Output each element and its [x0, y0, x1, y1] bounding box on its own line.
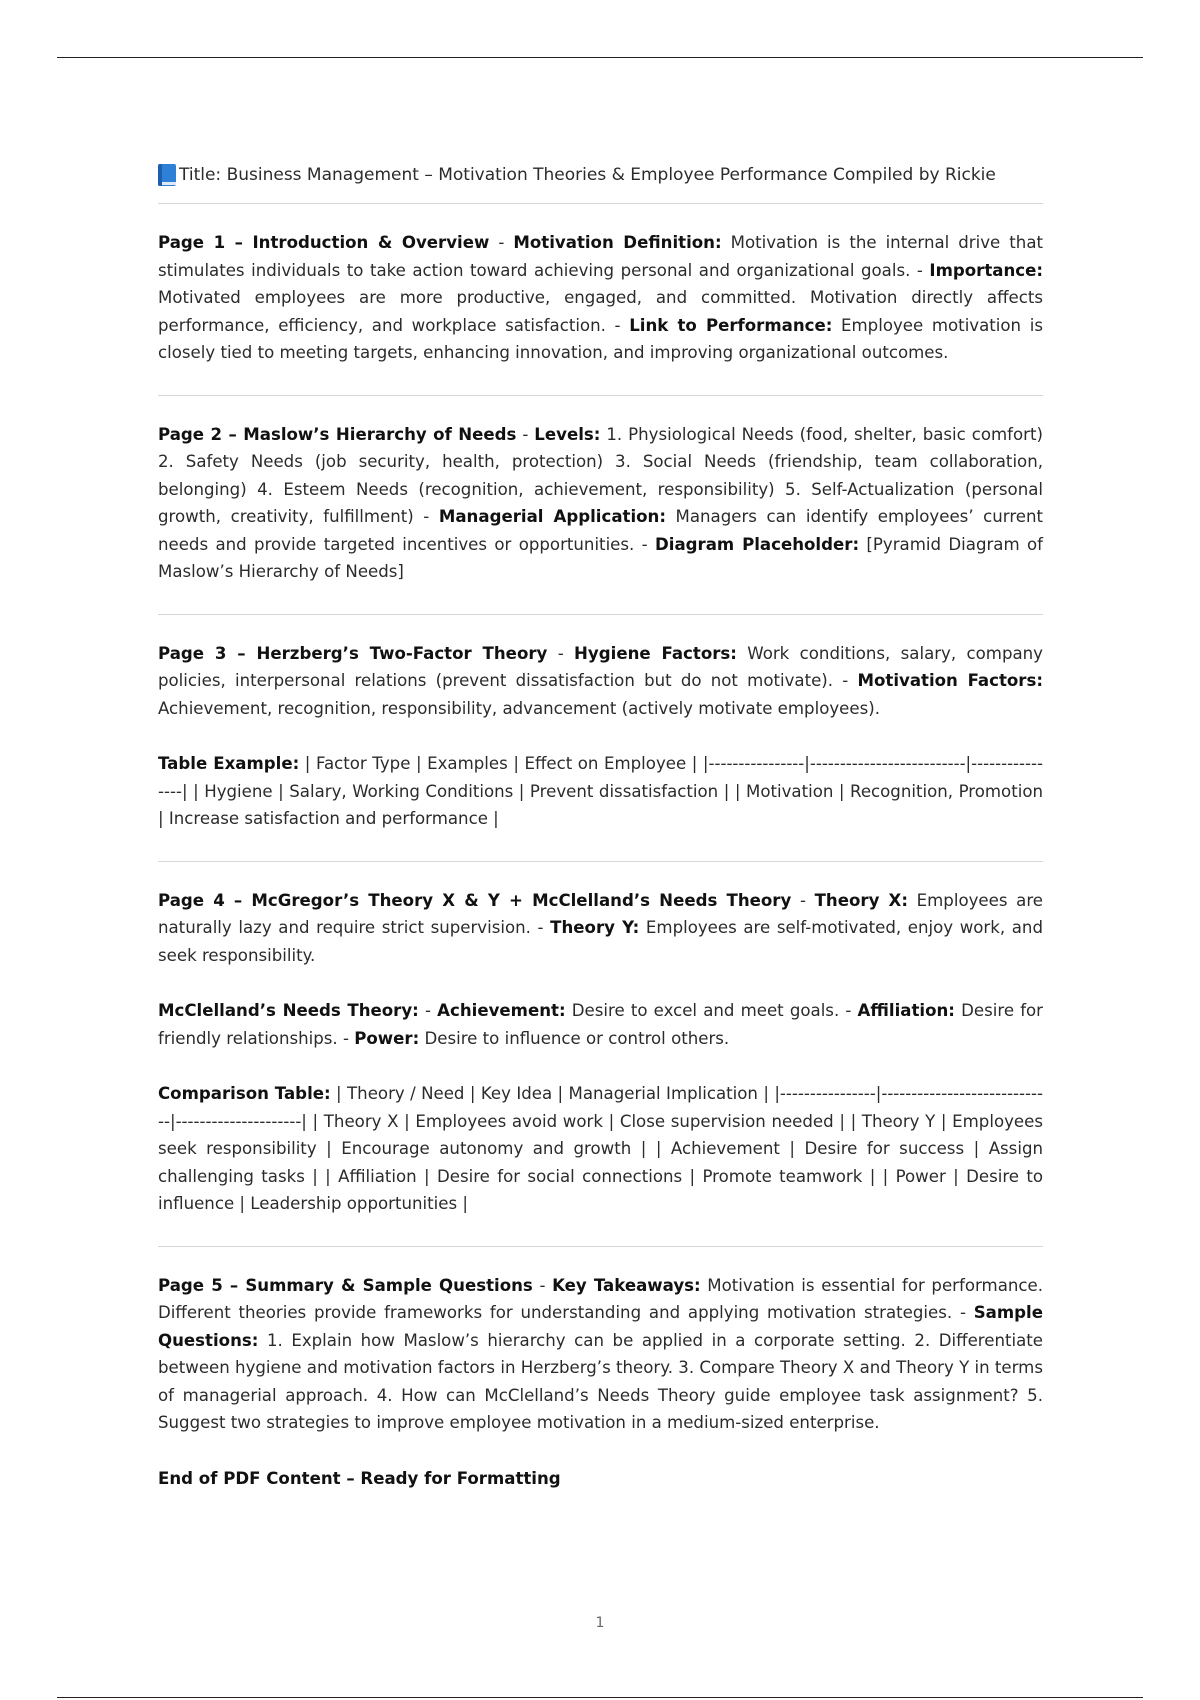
body-text: Motivation is essential for performance. Different theories provide frameworks for understanding and applying motivation strategies. - — [158, 1275, 1043, 1322]
separator: - — [516, 424, 535, 444]
term-label: Diagram Placeholder: — [655, 534, 860, 554]
body-text: 1. Physiological Needs (food, shelter, basic comfort) 2. Safety Needs (job security, health, protection) 3. Social Needs (friendship, team collaboration, belonging) 4. Esteem Needs (recognition, achievement, responsibility) 5. Self-Actualization (personal growth, creativity, fulfillment) - — [158, 424, 1043, 526]
body-text: Employees are self-motivated, enjoy work, and seek responsibility. — [158, 918, 1043, 965]
section-divider — [158, 614, 1043, 615]
mcclelland-needs — [158, 997, 1043, 1052]
footer-rule — [57, 1697, 1143, 1698]
comparison-table — [158, 1080, 1043, 1218]
section-heading: Page 2 – Maslow’s Hierarchy of Needs — [158, 424, 517, 444]
body-text: Employee motivation is closely tied to meeting targets, enhancing innovation, and improving organizational outcomes. — [158, 315, 1043, 362]
section-heading: Page 4 – McGregor’s Theory X & Y + McClelland’s Needs Theory — [158, 890, 792, 910]
term-label: Managerial Application: — [438, 507, 666, 526]
end-note-text: End of PDF Content – Ready for Formatting — [158, 1468, 561, 1488]
term-label: Sample Questions: — [158, 1303, 1043, 1350]
separator: - — [418, 1001, 438, 1020]
page-number: 1 — [595, 1615, 605, 1631]
separator: - — [532, 1275, 553, 1295]
body-text: Desire for friendly relationships. - — [158, 1001, 1044, 1048]
end-note — [158, 1465, 1043, 1493]
section-page-5 — [158, 1272, 1043, 1437]
title-text: Title: Business Management – Motivation Theories & Employee Performance Compiled by Rickie — [179, 165, 996, 185]
separator: - — [791, 890, 815, 910]
term-label: Motivation Factors: — [857, 671, 1043, 690]
term-label: Achievement: — [437, 1001, 566, 1020]
term-label: Key Takeaways: — [552, 1275, 701, 1295]
document-body — [158, 160, 1043, 1492]
term-label: Importance: — [929, 260, 1043, 280]
body-text: Employees are naturally lazy and require strict supervision. - — [158, 890, 1043, 937]
term-label: Table Example: — [158, 754, 300, 773]
term-label: Comparison Table: — [158, 1084, 331, 1103]
term-label: Theory Y: — [550, 918, 640, 937]
term-label: Power: — [354, 1028, 420, 1048]
body-text: [Pyramid Diagram of Maslow’s Hierarchy of Needs] — [158, 534, 1043, 581]
body-text: Desire to excel and meet goals. - — [565, 1001, 858, 1020]
section-divider — [158, 1246, 1043, 1247]
section-heading: Page 1 – Introduction & Overview — [158, 233, 490, 252]
document-title — [158, 160, 1043, 190]
section-heading: Page 5 – Summary & Sample Questions — [158, 1275, 533, 1295]
section-divider — [158, 203, 1043, 204]
table-text: | Factor Type | Examples | Effect on Employee | |----------------|--------------------------|----------------| | Hygiene | Salary, Working Conditions | Prevent dissatisfaction | | Motivation | Recognition, Promotion | Increase satisfaction and performance | — [158, 754, 1043, 828]
term-label: Affiliation: — [857, 1001, 955, 1020]
term-label: Hygiene Factors: — [574, 643, 737, 663]
section-page-1 — [158, 229, 1043, 367]
header-rule — [57, 57, 1143, 58]
term-label: Levels: — [534, 424, 601, 444]
body-text: Motivation is the internal drive that stimulates individuals to take action toward achieving personal and organizational goals. - — [158, 233, 1043, 280]
section-divider — [158, 861, 1043, 862]
section-page-4 — [158, 887, 1043, 970]
body-text: Desire to influence or control others. — [419, 1028, 730, 1048]
body-text: Achievement, recognition, responsibility, advancement (actively motivate employees). — [158, 698, 880, 718]
separator: - — [547, 643, 575, 663]
section-heading: Page 3 – Herzberg’s Two-Factor Theory — [158, 643, 548, 663]
herzberg-table-example — [158, 750, 1043, 833]
section-divider — [158, 395, 1043, 396]
table-text: | Theory / Need | Key Idea | Managerial Implication | |----------------|-----------------------------|---------------------| | Theory X | Employees avoid work | Close supervision needed | | Theory Y | Employees seek responsibility | Encourage autonomy and growth | | Achievement | Desire for success | Assign challenging tasks | | Affiliation | Desire for social connections | Promote teamwork | | Power | Desire to influence | Leadership opportunities | — [158, 1084, 1043, 1213]
separator: - — [489, 233, 514, 252]
term-label: McClelland’s Needs Theory: — [158, 1001, 419, 1020]
body-text: Work conditions, salary, company policies, interpersonal relations (prevent dissatisfaction but do not motivate). - — [158, 643, 1043, 690]
section-page-2 — [158, 421, 1043, 586]
section-page-3 — [158, 640, 1043, 723]
term-label: Motivation Definition: — [513, 233, 722, 252]
body-text: Managers can identify employees’ current needs and provide targeted incentives or opportunities. - — [158, 507, 1044, 554]
term-label: Link to Performance: — [629, 315, 833, 335]
blue-book-icon — [158, 164, 176, 186]
term-label: Theory X: — [814, 890, 908, 910]
body-text: Motivated employees are more productive, engaged, and committed. Motivation directly affects performance, efficiency, and workplace satisfaction. - — [158, 288, 1043, 335]
body-text: 1. Explain how Maslow’s hierarchy can be applied in a corporate setting. 2. Differentiate between hygiene and motivation factors in Herzberg’s theory. 3. Compare Theory X and Theory Y in terms of managerial approach. 4. How can McClelland’s Needs Theory guide employee task assignment? 5. Suggest two strategies to improve employee motivation in a medium-sized enterprise. — [158, 1330, 1043, 1432]
